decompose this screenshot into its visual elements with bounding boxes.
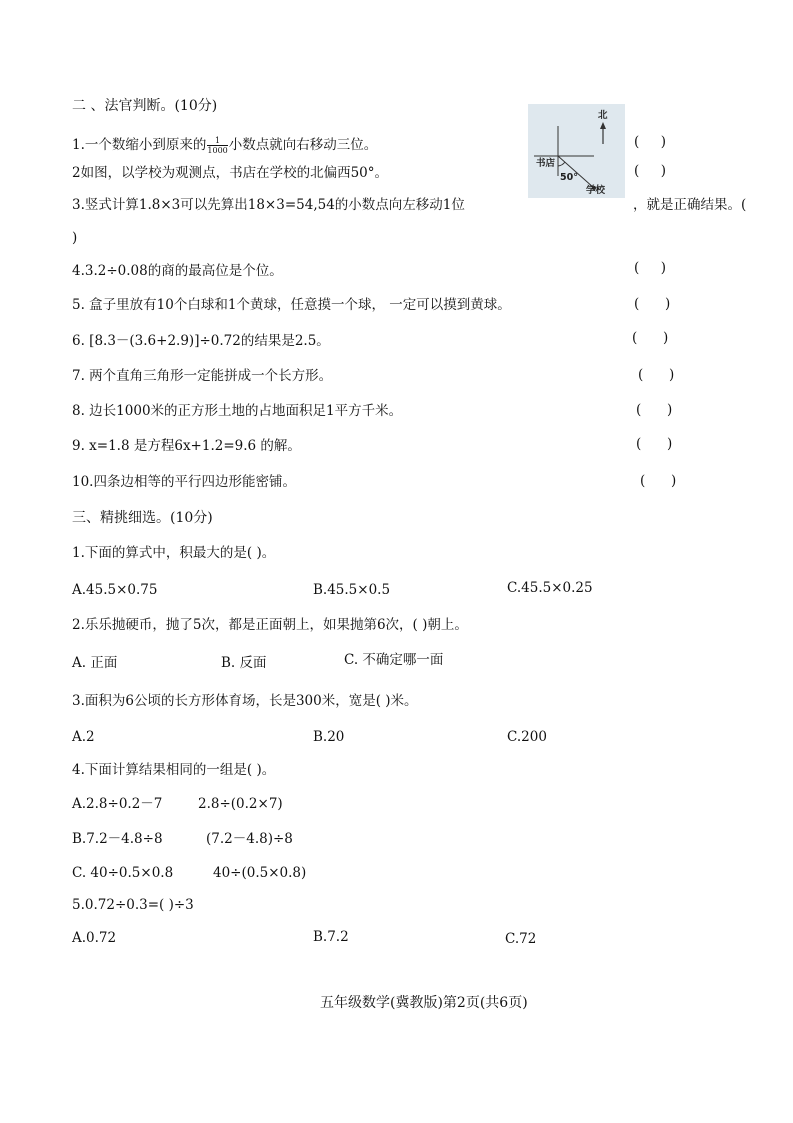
answer-blank-2-7: ( )	[638, 367, 675, 383]
answer-blank-2-5: ( )	[634, 296, 671, 312]
north-arrow-icon	[600, 122, 606, 129]
page-footer: 五年级数学(冀教版)第2页(共6页)	[320, 995, 528, 1011]
question-2-3: 3.竖式计算1.8×3可以先算出18×3=54,54的小数点向左移动1位	[72, 197, 465, 213]
fraction-denominator: 1000	[207, 146, 228, 155]
fraction-numerator: 1	[207, 136, 227, 146]
store-label: 书店	[536, 158, 556, 169]
section-2-title: 二 、法官判断。(10分)	[72, 98, 218, 114]
answer-blank-2-4: ( )	[634, 260, 666, 276]
option-3-3-a: A.2	[72, 729, 95, 745]
question-2-5: 5. 盒子里放有10个白球和1个黄球，任意摸一个球， 一定可以摸到黄球。	[72, 297, 511, 313]
answer-blank-2-1: ( )	[634, 134, 666, 150]
question-3-1-stem: 1.下面的算式中，积最大的是( )。	[72, 545, 276, 561]
question-2-1	[72, 136, 377, 155]
question-2-3-cont: )	[72, 230, 78, 246]
option-3-5-c: C.72	[505, 931, 537, 947]
question-2-10: 10.四条边相等的平行四边形能密铺。	[72, 474, 296, 490]
fraction	[207, 136, 227, 155]
section-3-title: 三、精挑细选。(10分)	[72, 510, 213, 526]
question-3-3-stem: 3.面积为6公顷的长方形体育场，长是300米，宽是( )米。	[72, 693, 418, 709]
question-2-4: 4.3.2÷0.08的商的最高位是个位。	[72, 263, 283, 279]
direction-figure	[528, 104, 625, 198]
question-2-7: 7. 两个直角三角形一定能拼成一个长方形。	[72, 368, 333, 384]
option-3-4-b-left: B.7.2－4.8÷8	[72, 831, 163, 847]
answer-blank-2-8: ( )	[636, 402, 673, 418]
option-3-2-c: C. 不确定哪一面	[344, 652, 444, 668]
option-3-2-b: B. 反面	[221, 655, 267, 671]
question-2-8: 8. 边长1000米的正方形土地的占地面积足1平方千米。	[72, 403, 403, 419]
answer-blank-2-2: ( )	[634, 163, 666, 179]
question-2-2: 2如图，以学校为观测点，书店在学校的北偏西50°。	[72, 165, 389, 181]
question-2-6: 6. [8.3－(3.6+2.9)]÷0.72的结果是2.5。	[72, 333, 330, 349]
north-label: 北	[598, 110, 608, 121]
option-3-4-a-right: 2.8÷(0.2×7)	[198, 796, 283, 812]
answer-blank-2-6: ( )	[632, 330, 669, 346]
option-3-5-b: B.7.2	[313, 929, 349, 945]
option-3-3-c: C.200	[507, 729, 547, 745]
question-3-5-stem: 5.0.72÷0.3=( )÷3	[72, 897, 194, 913]
answer-blank-2-9: ( )	[636, 436, 673, 452]
school-label: 学校	[586, 185, 606, 196]
direction-diagram	[528, 104, 625, 198]
answer-blank-2-10: ( )	[640, 473, 677, 489]
option-3-1-b: B.45.5×0.5	[313, 582, 391, 598]
option-3-4-a-left: A.2.8÷0.2－7	[72, 796, 163, 812]
option-3-1-c: C.45.5×0.25	[507, 580, 593, 596]
option-3-4-b-right: (7.2－4.8)÷8	[206, 831, 293, 847]
option-3-4-c-left: C. 40÷0.5×0.8	[72, 865, 174, 881]
option-3-4-c-right: 40÷(0.5×0.8)	[213, 865, 307, 881]
question-2-1-after: 小数点就向右移动三位。	[228, 137, 378, 153]
angle-label: 50°	[560, 172, 578, 183]
question-3-2-stem: 2.乐乐抛硬币，抛了5次，都是正面朝上，如果抛第6次，( )朝上。	[72, 617, 468, 633]
option-3-1-a: A.45.5×0.75	[72, 582, 158, 598]
option-3-2-a: A. 正面	[72, 655, 118, 671]
option-3-5-a: A.0.72	[72, 930, 117, 946]
question-3-4-stem: 4.下面计算结果相同的一组是( )。	[72, 762, 276, 778]
question-2-1-before: 1.一个数缩小到原来的	[72, 137, 207, 153]
option-3-3-b: B.20	[313, 729, 345, 745]
question-2-3-tail: ，就是正确结果。(	[633, 197, 747, 213]
question-2-9: 9. x=1.8 是方程6x+1.2=9.6 的解。	[72, 438, 301, 454]
